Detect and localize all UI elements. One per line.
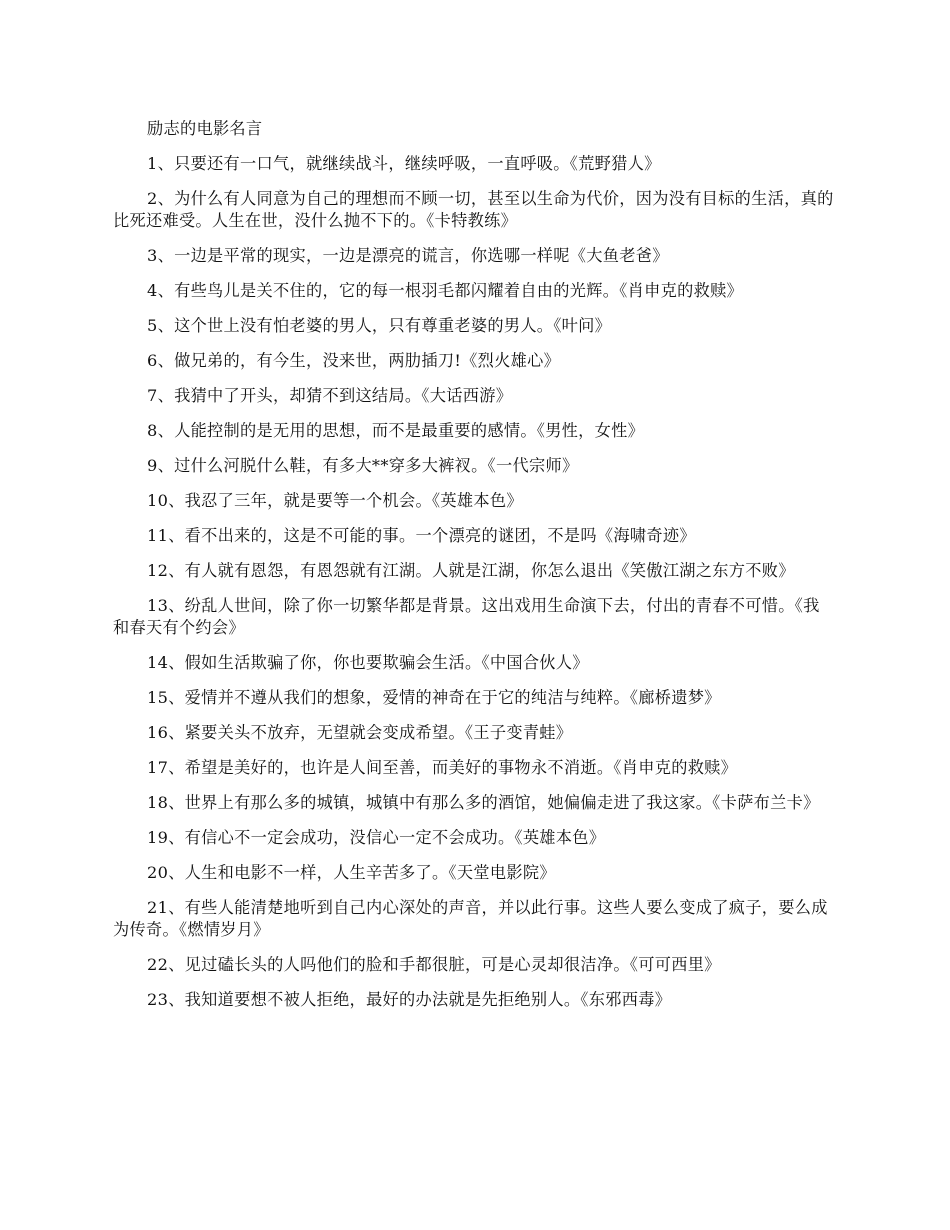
- quote-item: 3、一边是平常的现实，一边是漂亮的谎言，你选哪一样呢《大鱼老爸》: [147, 246, 669, 265]
- quote-item: 10、我忍了三年，就是要等一个机会。《英雄本色》: [147, 491, 523, 510]
- quote-item: 9、过什么河脱什么鞋，有多大**穿多大裤衩。《一代宗师》: [147, 456, 579, 475]
- quote-item: 14、假如生活欺骗了你，你也要欺骗会生活。《中国合伙人》: [147, 653, 589, 672]
- quote-item: 16、紧要关头不放弃，无望就会变成希望。《王子变青蛙》: [147, 723, 573, 742]
- quote-item: 11、看不出来的，这是不可能的事。一个漂亮的谜团，不是吗《海啸奇迹》: [147, 526, 696, 545]
- quote-item: 15、爱情并不遵从我们的想象，爱情的神奇在于它的纯洁与纯粹。《廊桥遗梦》: [147, 688, 721, 707]
- quote-item: 1、只要还有一口气，就继续战斗，继续呼吸，一直呼吸。《荒野猎人》: [147, 154, 661, 173]
- quote-item: 5、这个世上没有怕老婆的男人，只有尊重老婆的男人。《叶问》: [147, 316, 612, 335]
- document-title: 励志的电影名言: [147, 119, 263, 138]
- quote-item: 20、人生和电影不一样，人生辛苦多了。《天堂电影院》: [147, 863, 556, 882]
- quote-item: 7、我猜中了开头，却猜不到这结局。《大话西游》: [147, 386, 513, 405]
- quote-item: 17、希望是美好的，也许是人间至善，而美好的事物永不消逝。《肖申克的救赎》: [147, 758, 738, 777]
- quote-item: 23、我知道要想不被人拒绝，最好的办法就是先拒绝别人。《东邪西毒》: [147, 990, 672, 1009]
- document-body: [113, 118, 835, 1024]
- quote-item: 18、世界上有那么多的城镇，城镇中有那么多的酒馆，她偏偏走进了我这家。《卡萨布兰卡》: [147, 793, 820, 812]
- quote-item: 12、有人就有恩怨，有恩怨就有江湖。人就是江湖，你怎么退出《笑傲江湖之东方不败》: [147, 561, 795, 580]
- quote-item: 8、人能控制的是无用的思想，而不是最重要的感情。《男性，女性》: [147, 421, 645, 440]
- quote-item: 19、有信心不一定会成功，没信心一定不会成功。《英雄本色》: [147, 828, 606, 847]
- quote-item: 6、做兄弟的，有今生，没来世，两肋插刀!《烈火雄心》: [147, 351, 561, 370]
- quote-item: 13、纷乱人世间，除了你一切繁华都是背景。这出戏用生命演下去，付出的青春不可惜。《我和春天有个约会》: [113, 596, 820, 637]
- quote-item: 2、为什么有人同意为自己的理想而不顾一切，甚至以生命为代价，因为没有目标的生活，真的比死还难受。人生在世，没什么抛不下的。《卡特教练》: [113, 189, 834, 230]
- quote-item: 4、有些鸟儿是关不住的，它的每一根羽毛都闪耀着自由的光辉。《肖申克的救赎》: [147, 281, 744, 300]
- quote-item: 22、见过磕长头的人吗他们的脸和手都很脏，可是心灵却很洁净。《可可西里》: [147, 955, 721, 974]
- quote-item: 21、有些人能清楚地听到自己内心深处的声音，并以此行事。这些人要么变成了疯子，要么成为传奇。《燃情岁月》: [113, 898, 828, 939]
